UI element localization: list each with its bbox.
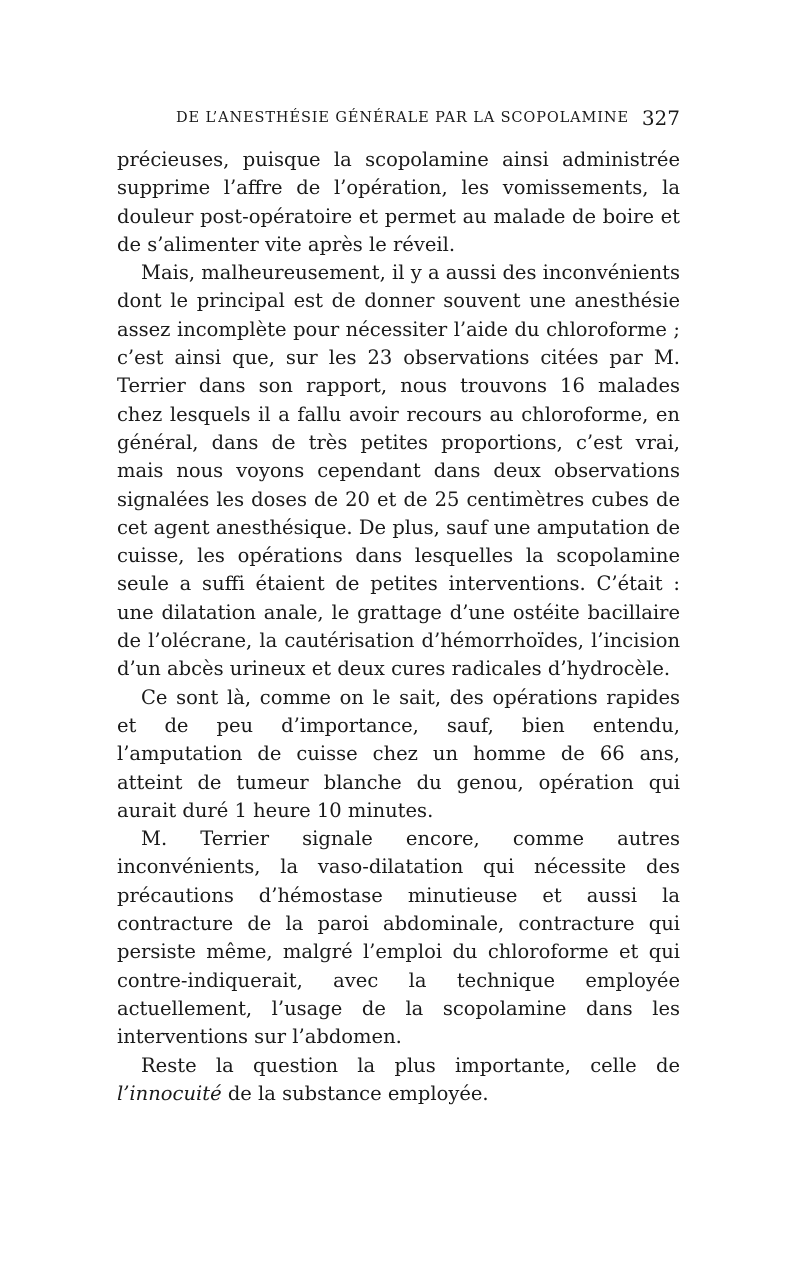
italic-term-innocuite: l’innocuité <box>117 1081 222 1105</box>
paragraph-innocuite <box>117 1052 680 1109</box>
running-header <box>117 100 680 136</box>
page-number: 327 <box>641 106 680 130</box>
paragraph-innocuite-lead: Reste la question la plus importante, celle de <box>141 1053 680 1077</box>
book-page <box>117 100 680 1108</box>
paragraph-continuation: précieuses, puisque la scopolamine ainsi administrée supprime l’affre de l’opération, les vomissements, la douleur post-opératoire et permet au malade de boire et de s’alimenter vite après le réveil. <box>117 148 680 256</box>
paragraph-inconvenients: Mais, malheureusement, il y a aussi des inconvénients dont le principal est de donner souvent une anesthésie assez incomplète pour nécessiter l’aide du chloroforme ; c’est ainsi que, sur les 23 observations citées par M. Terrier dans son rapport, nous trouvons 16 malades chez lesquels il a fallu avoir recours au chloroforme, en général, dans de très petites proportions, c’est vrai, mais nous voyons cependant dans deux observations signalées les doses de 20 et de 25 centimètres cubes de cet agent anesthésique. De plus, sauf une amputation de cuisse, les opérations dans lesquelles la scopolamine seule a suffi étaient de petites interventions. C’était : une dilatation anale, le grattage d’une ostéite bacillaire de l’olécrane, la cautérisation d’hémorrhoïdes, l’incision d’un abcès urineux et deux cures radicales d’hydrocèle. <box>117 261 680 681</box>
paragraph-vaso-dilatation: M. Terrier signale encore, comme autres inconvénients, la vaso-dilatation qui nécessite des précautions d’hémostase minutieuse et aussi la contracture de la paroi abdominale, contracture qui persiste même, malgré l’emploi du chloroforme et qui contre-indiquerait, avec la technique employée actuellement, l’usage de la scopolamine dans les interventions sur l’abdomen. <box>117 827 680 1049</box>
paragraph-operations-rapides: Ce sont là, comme on le sait, des opérations rapides et de peu d’importance, sauf, bien entendu, l’amputation de cuisse chez un homme de 66 ans, atteint de tumeur blanche du genou, opération qui aurait duré 1 heure 10 minutes. <box>117 685 680 822</box>
paragraph-innocuite-tail: de la substance employée. <box>221 1081 489 1105</box>
running-title: DE L’ANESTHÉSIE GÉNÉRALE PAR LA SCOPOLAMINE <box>176 110 630 126</box>
body-text <box>117 146 680 1108</box>
